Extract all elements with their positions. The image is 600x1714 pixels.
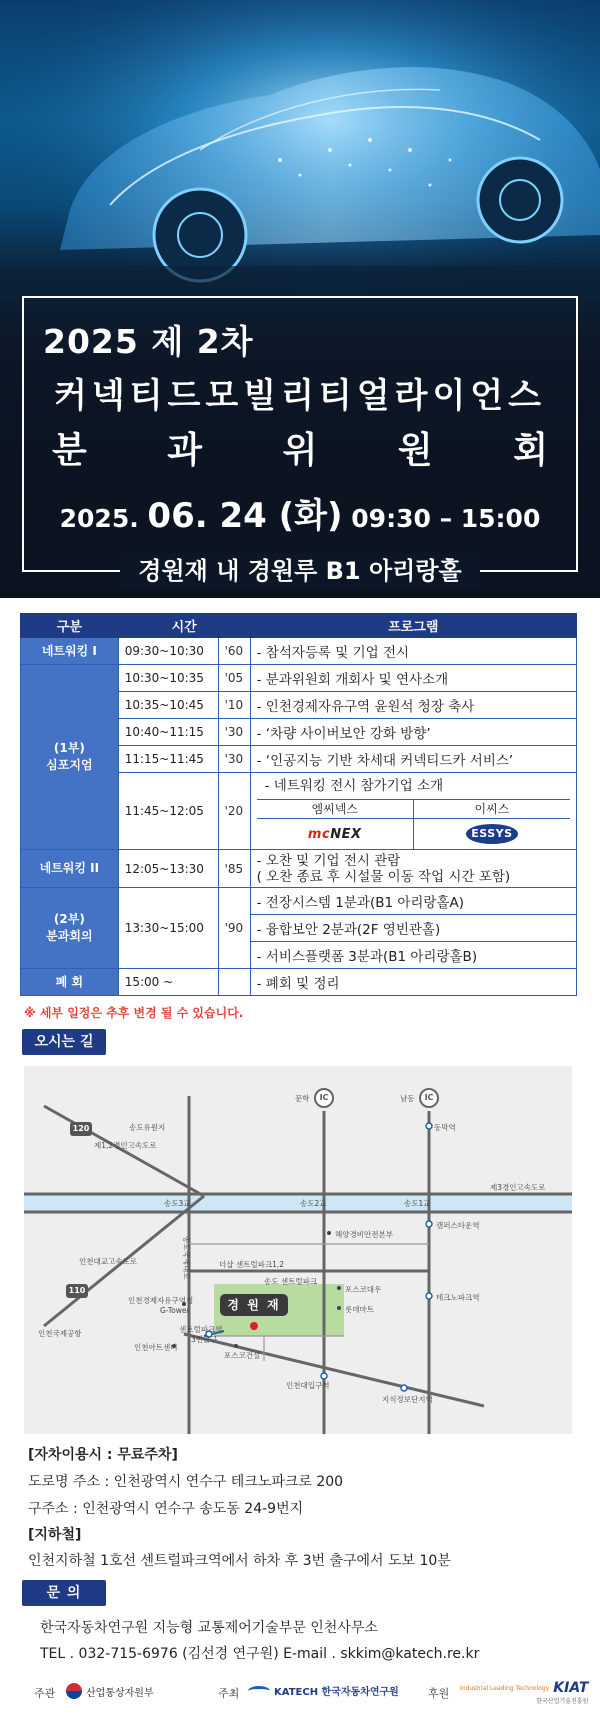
mcnex-logo-mc: mc [307,826,331,842]
subtitle-char: 위 [282,430,318,471]
row-time: 11:15~11:45 [118,746,218,773]
map-label: 인천국제공항 [38,1329,82,1338]
map-label: 남동 [400,1094,415,1103]
row-duration: '10 [218,692,250,719]
map-label: 지식정보단지역 [382,1395,433,1404]
map-label: 인천경제자유구역청 [128,1296,194,1305]
map-label: 제1,2경인고속도로 [94,1141,157,1150]
map-label: 동막역 [434,1123,456,1132]
exhibit-cell [250,773,576,850]
row-duration [218,969,250,996]
map-label: 캠퍼스타운역 [436,1221,480,1230]
map-label: 인천아트센터 [134,1343,178,1352]
row-duration: '90 [218,888,250,969]
header-category: 구분 [21,614,119,638]
exhibitor-mcnex [257,800,413,849]
row-time: 11:45~12:05 [118,773,218,850]
sponsor-sub: 한국산업기술진흥원 [536,1698,589,1705]
organizer-label: 주최 [218,1687,240,1700]
map-label: 송도 센트럴파크 [264,1277,318,1286]
namdong-ic-icon: IC [419,1088,439,1108]
date-day: 06. 24 (화) [147,496,343,536]
car-heading: [자차이용시 : 무료주차] [28,1447,178,1463]
category-networking-2: 네트워킹 II [21,850,119,888]
row-time: 10:40~11:15 [118,719,218,746]
map-label: 송도유원지 [129,1123,166,1132]
row-duration: '85 [218,850,250,888]
katech-logo-icon [248,1686,270,1696]
hero-banner [0,0,600,598]
subtitle-char: 과 [167,430,203,471]
host-label: 주관 [34,1687,56,1700]
map-label: 인천대입구역 [286,1381,330,1390]
row-program: - 인천경제자유구역 윤원석 청장 축사 [250,692,576,719]
schedule-notice: ※ 세부 일정은 추후 변경 될 수 있습니다. [24,1006,244,1020]
map-roads [24,1066,572,1434]
row-time: 10:35~10:45 [118,692,218,719]
map-label: 송도3교 [164,1199,191,1208]
row-time: 13:30~15:00 [118,888,218,969]
table-row [21,665,577,692]
map-label: 해양경비안전본부 [335,1230,393,1239]
category-symposium [21,665,119,850]
subway-directions: 인천지하철 1호선 센트럴파크역에서 하차 후 3번 출구에서 도보 10분 [28,1553,451,1569]
subtitle-char: 분 [52,430,87,471]
category-networking-1: 네트워킹 I [21,638,119,665]
row-duration: '30 [218,719,250,746]
organizer-org: KATECH 한국자동차연구원 [274,1687,399,1698]
map-label: 문학 [295,1094,310,1103]
table-header-row [21,614,577,638]
category-label: 심포지엄 [46,758,93,772]
subway-heading: [지하철] [28,1527,82,1543]
event-subtitle [52,422,548,473]
row-duration: '05 [218,665,250,692]
exhibitor-essys [413,800,570,849]
organizer-org-logo [248,1683,399,1698]
exhibitor-name: 이씨스 [414,800,570,819]
category-sessions [21,888,119,969]
map-label: 센트럴파크역 [179,1325,223,1334]
sponsor-tagline: Industrial Leading Technology [460,1684,550,1692]
row-duration: '60 [218,638,250,665]
essys-logo-text: ESSYS [466,824,518,844]
row-program: - ‘인공지능 기반 차세대 커넥티드카 서비스’ [250,746,576,773]
map-label: 송도국제대로 [182,1236,191,1280]
row-duration: '20 [218,773,250,850]
row-program: - 참석자등록 및 기업 전시 [250,638,576,665]
mcnex-logo [257,819,413,849]
exhibitor-name: 엠씨넥스 [257,800,413,819]
connected-car-illustration [0,0,600,300]
location-map [24,1066,572,1434]
map-label: 테크노파크역 [436,1293,480,1302]
row-program: - ‘차량 사이버보안 강화 방향’ [250,719,576,746]
category-part: (2부) [53,912,85,926]
host-org-logo [66,1683,154,1699]
event-edition: 2025 제 2차 [43,322,254,361]
header-program: 프로그램 [250,614,576,638]
map-label: 송도2교 [300,1199,327,1208]
mcnex-logo-rest: NEX [330,826,362,842]
venue-pin-icon [250,1322,258,1330]
sponsor-org: KIAT [553,1680,589,1696]
map-label: 포스코대우 [345,1285,382,1294]
row-program: - 분과위원회 개회사 및 연사소개 [250,665,576,692]
map-label: G-Tower [160,1306,190,1315]
inquiry-contact: TEL . 032-715-6976 (김선경 연구원) E-mail . skkim@katech.re.kr [40,1646,480,1662]
date-time: 09:30 – 15:00 [342,504,541,533]
table-row [21,850,577,888]
row-program: - 전장시스템 1분과(B1 아리랑홀A) [250,888,576,915]
row-duration: '30 [218,746,250,773]
row-program: - 폐회 및 정리 [250,969,576,996]
map-label: 인천대교고속도로 [79,1257,137,1266]
schedule-table [20,613,577,996]
road-address: 도로명 주소 : 인천광역시 연수구 테크노파크로 200 [28,1474,344,1490]
sponsor-org-logo [460,1680,588,1705]
map-label: 3번출구 [191,1335,218,1344]
essys-logo [414,819,570,849]
row-time: 15:00 ~ [118,969,218,996]
munhak-ic-icon: IC [314,1088,334,1108]
venue-marker-label: 경 원 재 [220,1294,288,1316]
category-closing: 폐 회 [21,969,119,996]
program-note: ( 오찬 종료 후 시설물 이동 작업 시간 포함) [256,868,511,885]
taeguk-emblem-icon [66,1683,82,1699]
subtitle-char: 원 [397,430,433,471]
date-year: 2025. [59,504,148,533]
event-title: 커넥티드모빌리티얼라이언스 [54,376,546,416]
map-label: 송도1교 [404,1199,431,1208]
highway-110-icon: 110 [66,1284,88,1298]
category-label: 분과회의 [46,929,93,943]
row-time: 10:30~10:35 [118,665,218,692]
map-label: 롯데마트 [345,1305,374,1314]
map-label: 제3경인고속도로 [490,1183,546,1192]
exhibitor-list [257,800,570,849]
sponsor-label: 후원 [428,1687,450,1700]
event-date [0,488,600,537]
inquiry-title: 문 의 [22,1580,106,1606]
host-org: 산업통상자원부 [86,1687,154,1699]
subtitle-char: 회 [513,430,548,471]
old-address: 구주소 : 인천광역시 연수구 송도동 24-9번지 [28,1501,304,1517]
row-program: - 서비스플랫폼 3분과(B1 아리랑홀B) [250,942,576,969]
table-row [21,888,577,915]
exhibit-title: - 네트워킹 전시 참가기업 소개 [257,773,570,800]
program-line: - 오찬 및 기업 전시 관람 [256,852,401,869]
event-venue: 경원재 내 경원루 B1 아리랑홀 [120,553,480,589]
row-program: - 융합보안 2분과(2F 영빈관홀) [250,915,576,942]
row-program [250,850,576,888]
map-label: 포스코건설 [224,1351,261,1360]
table-row [21,969,577,996]
row-time: 12:05~13:30 [118,850,218,888]
row-time: 09:30~10:30 [118,638,218,665]
table-row [21,638,577,665]
header-time: 시간 [118,614,250,638]
map-label: 더샵 센트럴파크1,2 [219,1260,285,1269]
directions-title: 오시는 길 [22,1029,106,1055]
category-part: (1부) [53,741,85,755]
highway-120-icon: 120 [70,1122,92,1136]
inquiry-org: 한국자동차연구원 지능형 교통제어기술부문 인천사무소 [40,1620,378,1636]
